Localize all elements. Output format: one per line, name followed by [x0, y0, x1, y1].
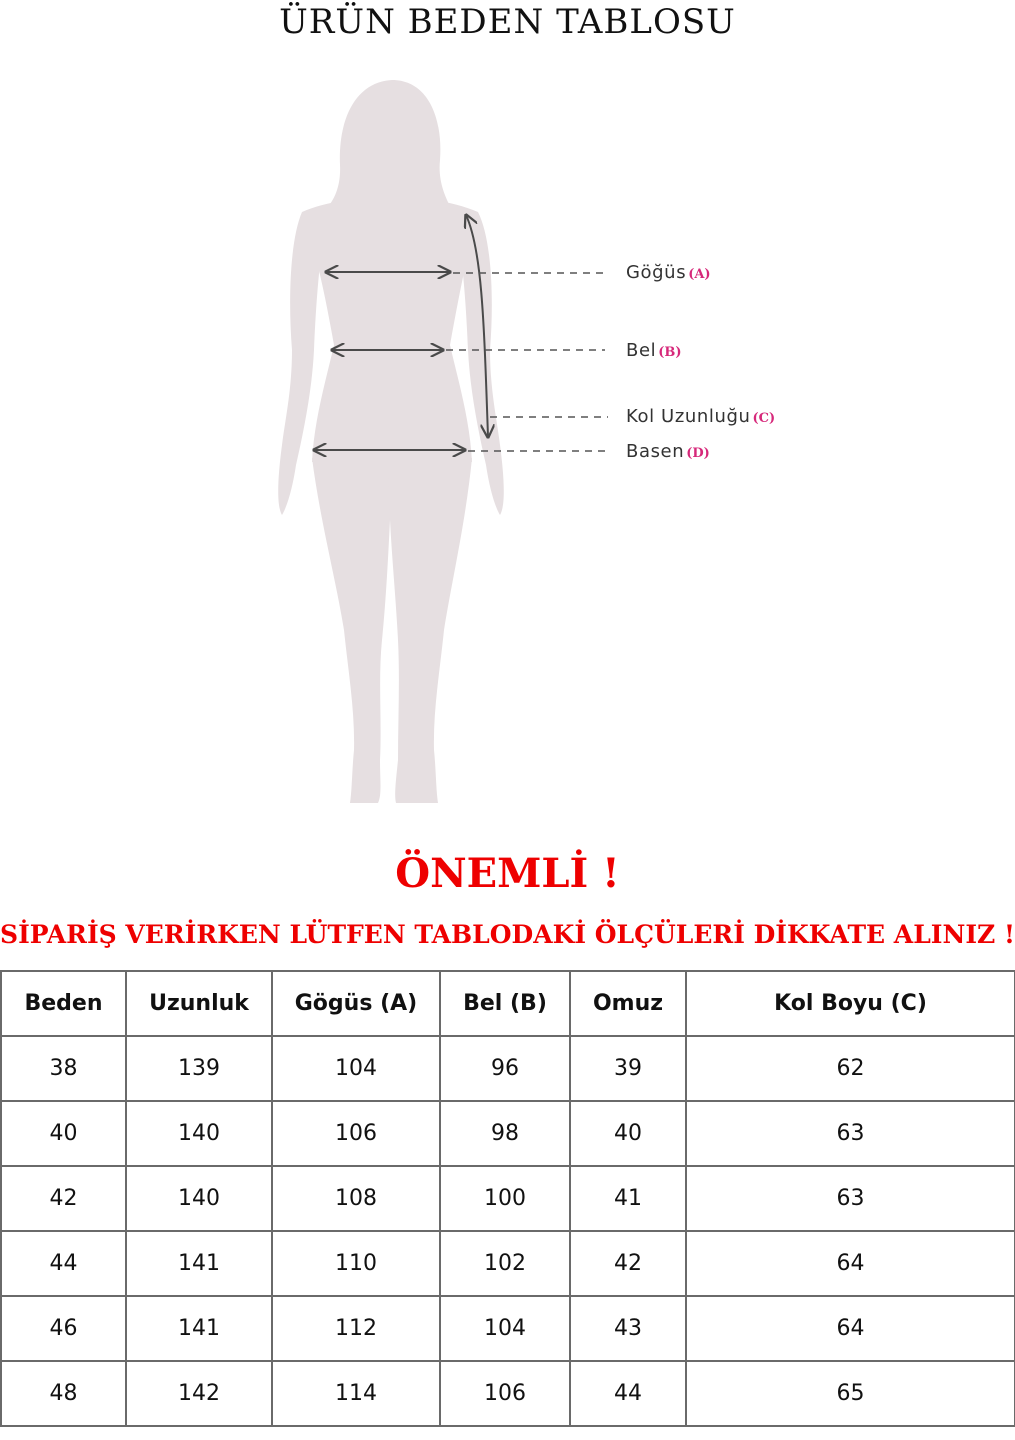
header-sleeve-length: Kol Boyu (C) — [686, 971, 1015, 1036]
header-waist: Bel (B) — [440, 971, 570, 1036]
cell-length: 140 — [126, 1166, 272, 1231]
cell-shoulder: 42 — [570, 1231, 686, 1296]
cell-sleeve-length: 65 — [686, 1361, 1015, 1426]
table-row — [1, 1361, 1015, 1426]
cell-waist: 104 — [440, 1296, 570, 1361]
chest-label-code: (A) — [688, 267, 711, 282]
waist-label-code: (B) — [658, 345, 682, 360]
hip-label-text: Basen — [626, 441, 685, 462]
table-row — [1, 1296, 1015, 1361]
cell-waist: 106 — [440, 1361, 570, 1426]
cell-waist: 96 — [440, 1036, 570, 1101]
cell-length: 142 — [126, 1361, 272, 1426]
cell-waist: 100 — [440, 1166, 570, 1231]
header-length: Uzunluk — [126, 971, 272, 1036]
table-row — [1, 1036, 1015, 1101]
cell-length: 141 — [126, 1296, 272, 1361]
woman-silhouette — [278, 80, 504, 803]
sleeve-length-label-code: (C) — [752, 411, 776, 426]
cell-sleeve-length: 64 — [686, 1231, 1015, 1296]
cell-shoulder: 43 — [570, 1296, 686, 1361]
table-row — [1, 1231, 1015, 1296]
header-size: Beden — [1, 971, 126, 1036]
cell-waist: 102 — [440, 1231, 570, 1296]
cell-length: 140 — [126, 1101, 272, 1166]
waist-label — [626, 340, 682, 361]
header-chest: Gögüs (A) — [272, 971, 440, 1036]
header-shoulder: Omuz — [570, 971, 686, 1036]
cell-size: 42 — [1, 1166, 126, 1231]
waist-label-text: Bel — [626, 340, 657, 361]
size-table — [0, 970, 1015, 1427]
sleeve-length-label-text: Kol Uzunluğu — [626, 406, 751, 427]
cell-length: 139 — [126, 1036, 272, 1101]
chest-label-text: Göğüs — [626, 262, 687, 283]
chest-label — [626, 262, 711, 283]
cell-sleeve-length: 63 — [686, 1101, 1015, 1166]
cell-shoulder: 44 — [570, 1361, 686, 1426]
hip-label-code: (D) — [686, 446, 710, 461]
cell-chest: 112 — [272, 1296, 440, 1361]
cell-size: 38 — [1, 1036, 126, 1101]
cell-shoulder: 41 — [570, 1166, 686, 1231]
cell-chest: 110 — [272, 1231, 440, 1296]
cell-size: 46 — [1, 1296, 126, 1361]
cell-shoulder: 39 — [570, 1036, 686, 1101]
cell-size: 48 — [1, 1361, 126, 1426]
important-notice-title: ÖNEMLİ ! — [395, 850, 620, 897]
cell-chest: 114 — [272, 1361, 440, 1426]
cell-sleeve-length: 62 — [686, 1036, 1015, 1101]
hip-label — [626, 441, 710, 462]
cell-size: 44 — [1, 1231, 126, 1296]
table-row — [1, 1166, 1015, 1231]
cell-size: 40 — [1, 1101, 126, 1166]
sleeve-length-label — [626, 406, 775, 427]
cell-shoulder: 40 — [570, 1101, 686, 1166]
page-title: ÜRÜN BEDEN TABLOSU — [279, 2, 736, 42]
important-notice-subtitle: SİPARİŞ VERİRKEN LÜTFEN TABLODAKİ ÖLÇÜLERİ DİKKATE ALINIZ ! — [0, 920, 1015, 949]
cell-chest: 104 — [272, 1036, 440, 1101]
cell-length: 141 — [126, 1231, 272, 1296]
cell-sleeve-length: 63 — [686, 1166, 1015, 1231]
cell-waist: 98 — [440, 1101, 570, 1166]
cell-chest: 108 — [272, 1166, 440, 1231]
table-header-row — [1, 971, 1015, 1036]
cell-sleeve-length: 64 — [686, 1296, 1015, 1361]
table-row — [1, 1101, 1015, 1166]
cell-chest: 106 — [272, 1101, 440, 1166]
